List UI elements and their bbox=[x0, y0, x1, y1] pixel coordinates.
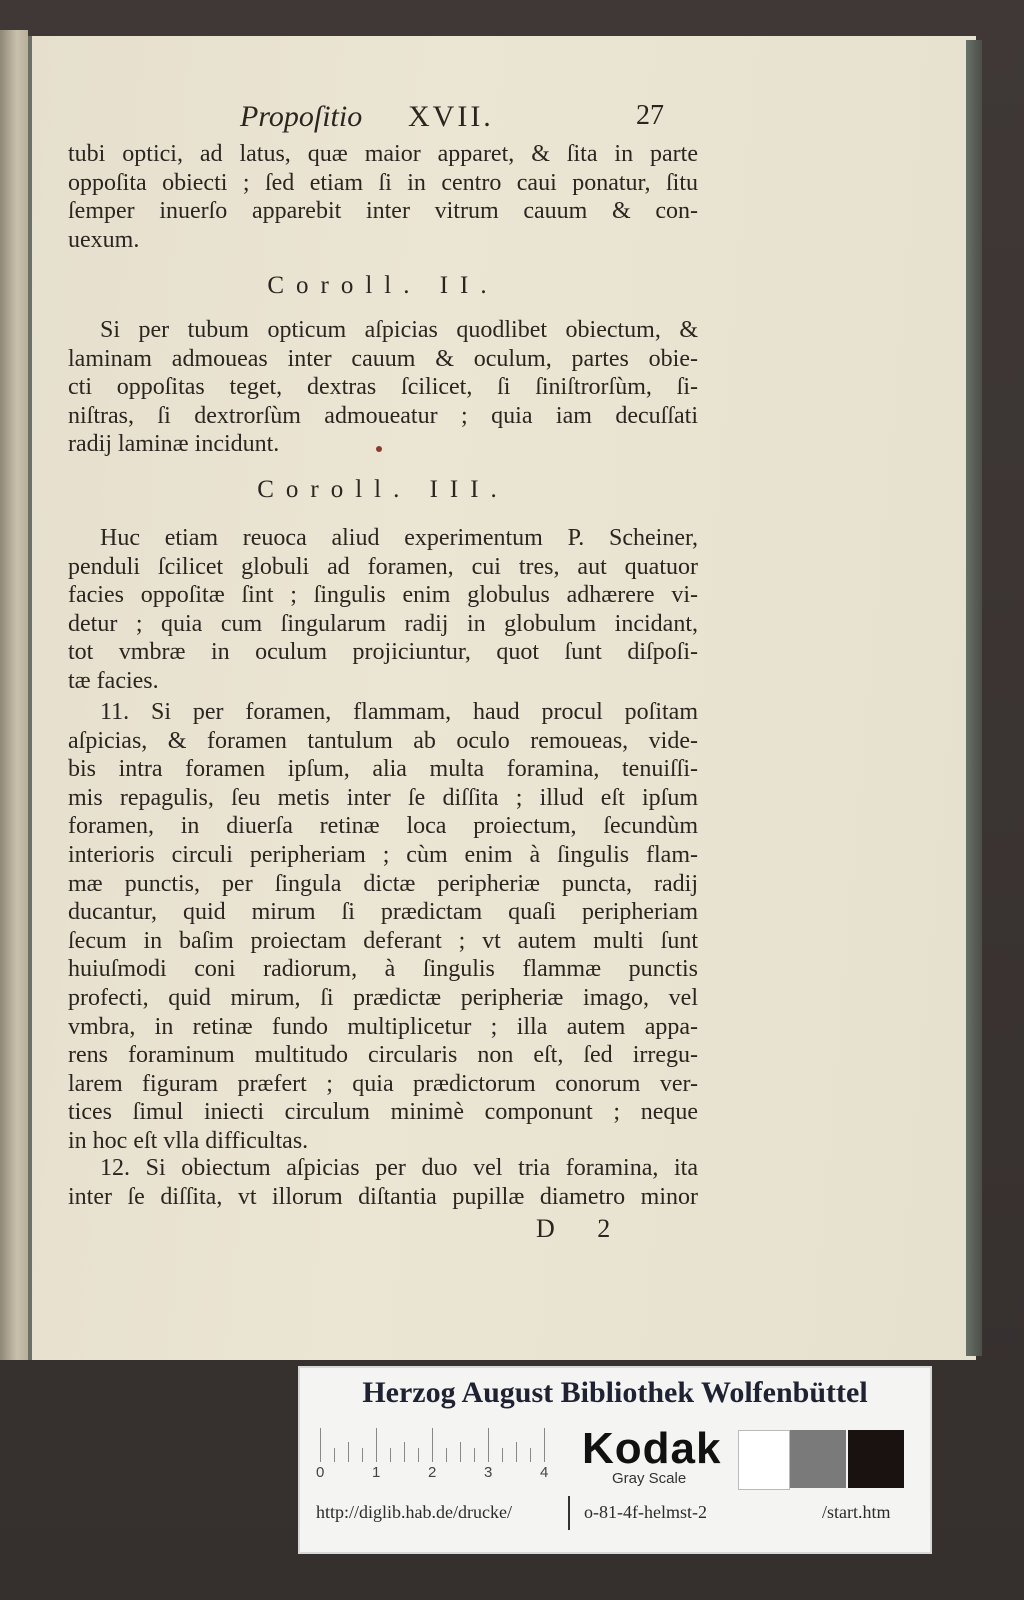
shelfmark: o-81-4f-helmst-2 bbox=[584, 1502, 707, 1522]
text-line: Si per tubum opticum aſpicias quodlibet obiectum, & bbox=[100, 317, 698, 343]
ruler-tick bbox=[516, 1442, 517, 1462]
text-line: huiuſmodi coni radiorum, à ſingulis flammæ punctis bbox=[68, 956, 698, 983]
gray-scale-caption: Gray Scale bbox=[612, 1470, 687, 1487]
text-line: laminam admoueas inter cauum & oculum, partes obie- bbox=[68, 345, 698, 372]
paragraph-12 bbox=[68, 1154, 698, 1211]
ruler-tick bbox=[530, 1448, 531, 1462]
url-suffix: /start.htm bbox=[822, 1502, 891, 1522]
archive-label bbox=[298, 1366, 932, 1554]
ruler-number: 1 bbox=[372, 1464, 381, 1481]
text-line: detur ; quia cum ſingularum radij in globulum incidant, bbox=[68, 610, 698, 637]
text-line: ſecum in baſim proiectam deferant ; vt autem multi ſunt bbox=[68, 927, 698, 954]
kodak-logo: Kodak bbox=[582, 1424, 722, 1473]
ruler-tick bbox=[348, 1442, 349, 1462]
ruler-tick bbox=[432, 1428, 433, 1462]
text-line: tæ facies. bbox=[68, 667, 159, 694]
page-right-edge bbox=[966, 40, 982, 1356]
gray-swatch-white bbox=[738, 1430, 790, 1490]
left-page-edge bbox=[0, 30, 28, 1360]
running-head-number: XVII. bbox=[408, 100, 494, 133]
ruler-tick bbox=[390, 1448, 391, 1462]
ruler-tick bbox=[544, 1428, 545, 1462]
text-line: 12. Si obiectum aſpicias per duo vel tria foramina, ita bbox=[100, 1155, 698, 1181]
text-line: foramen, in diuerſa retinæ loca proiectum, ſecundùm bbox=[68, 813, 698, 840]
ruler-tick bbox=[502, 1448, 503, 1462]
ruler-tick bbox=[362, 1448, 363, 1462]
text-line: tot vmbræ in oculum projiciuntur, quot ſunt diſpoſi- bbox=[68, 639, 698, 666]
ruler-number: 2 bbox=[428, 1464, 437, 1481]
ruler-tick bbox=[320, 1428, 321, 1462]
ruler-tick bbox=[446, 1448, 447, 1462]
text-line: profecti, quid mirum, ſi prædictæ peripheriæ imago, vel bbox=[68, 984, 698, 1011]
ruler-tick bbox=[418, 1448, 419, 1462]
ruler-tick bbox=[376, 1428, 377, 1462]
ruler-tick bbox=[488, 1428, 489, 1462]
text-line: uexum. bbox=[68, 226, 140, 253]
coroll-2-paragraph bbox=[68, 316, 698, 459]
text-line: rens foraminum multitudo circularis non eſt, ſed irregu- bbox=[68, 1042, 698, 1069]
continuation-paragraph bbox=[68, 140, 698, 254]
text-line: facies oppoſitæ ſint ; ſingulis enim globulus adhærere vi- bbox=[68, 582, 698, 609]
running-head-title: Propoſitio bbox=[240, 100, 363, 133]
ruler-numbers bbox=[316, 1464, 566, 1484]
text-line: aſpicias, & foramen tantulum ab oculo remoueas, vide- bbox=[68, 727, 698, 754]
ruler-tick bbox=[334, 1448, 335, 1462]
scale-ruler bbox=[320, 1426, 562, 1462]
ruler-tick bbox=[460, 1442, 461, 1462]
page-number: 27 bbox=[636, 100, 664, 131]
text-line: tubi optici, ad latus, quæ maior apparet, & ſita in parte bbox=[68, 141, 698, 167]
text-line: vmbra, in retinæ fundo multiplicetur ; illa autem appa- bbox=[68, 1013, 698, 1040]
text-line: penduli ſcilicet globuli ad foramen, cui tres, aut quatuor bbox=[68, 553, 698, 580]
heading-coroll-2: Coroll. II. bbox=[267, 272, 499, 299]
text-line: inter ſe diſſita, vt illorum diſtantia pupillæ diametro minor bbox=[68, 1183, 698, 1210]
coroll-3-paragraph bbox=[68, 524, 698, 696]
url-separator bbox=[568, 1496, 570, 1530]
text-line: ſemper inuerſo apparebit inter vitrum cauum & con- bbox=[68, 198, 698, 225]
text-line: Huc etiam reuoca aliud experimentum P. Scheiner, bbox=[100, 525, 698, 551]
text-line: niſtras, ſi dextrorſùm admoueatur ; quia iam decuſſati bbox=[68, 402, 698, 429]
paragraph-11 bbox=[68, 698, 698, 1156]
text-line: larem figuram præfert ; quia prædictorum conorum ver- bbox=[68, 1070, 698, 1097]
ruler-number: 3 bbox=[484, 1464, 493, 1481]
gray-swatch-black bbox=[848, 1430, 904, 1488]
library-name: Herzog August Bibliothek Wolfenbüttel bbox=[362, 1376, 868, 1409]
text-line: cti oppoſitas teget, dextras ſcilicet, ſi ſiniſtrorſùm, ſi- bbox=[68, 374, 698, 401]
ruler-tick bbox=[404, 1442, 405, 1462]
ruler-tick bbox=[474, 1448, 475, 1462]
signature-mark: D 2 bbox=[536, 1214, 629, 1243]
text-line: mæ punctis, per ſingula dictæ peripheriæ puncta, radij bbox=[68, 870, 698, 897]
text-line: mis repagulis, ſeu metis inter ſe diſſita ; illud eſt ipſum bbox=[68, 784, 698, 811]
gray-swatch-mid bbox=[790, 1430, 846, 1488]
text-line: radij laminæ incidunt. bbox=[68, 431, 280, 458]
text-line: 11. Si per foramen, flammam, haud procul poſitam bbox=[100, 699, 698, 725]
heading-coroll-3: Coroll. III. bbox=[257, 476, 509, 503]
text-line: in hoc eſt vlla difficultas. bbox=[68, 1127, 309, 1154]
ink-spot bbox=[376, 446, 382, 452]
text-line: ducantur, quid mirum ſi prædictam quaſi peripheriam bbox=[68, 899, 698, 926]
url-prefix: http://diglib.hab.de/drucke/ bbox=[316, 1502, 512, 1522]
ruler-number: 4 bbox=[540, 1464, 549, 1481]
text-line: oppoſita obiecti ; ſed etiam ſi in centro caui ponatur, ſitu bbox=[68, 169, 698, 196]
text-line: interioris circuli peripheriam ; cùm enim à ſingulis flam- bbox=[68, 841, 698, 868]
text-line: tices ſimul iniecti circulum minimè componunt ; neque bbox=[68, 1099, 698, 1126]
ruler-number: 0 bbox=[316, 1464, 325, 1481]
running-head bbox=[240, 100, 700, 136]
text-line: bis intra foramen ipſum, alia multa foramina, tenuiſſi- bbox=[68, 756, 698, 783]
